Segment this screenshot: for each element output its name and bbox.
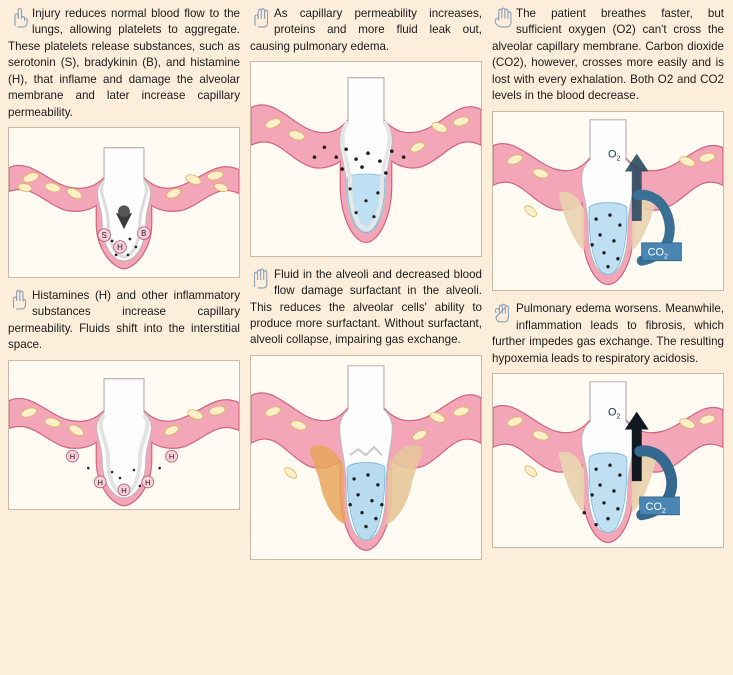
label-co2: $CO_2$ (647, 246, 668, 261)
label-h-1: H (69, 451, 76, 461)
label-s: S (101, 231, 107, 241)
step-1 (8, 6, 240, 288)
step-5 (492, 6, 724, 301)
label-b: B (141, 229, 147, 239)
hand-numeral-five-icon (492, 6, 514, 28)
step-3-text-block (250, 6, 482, 55)
step-6 (492, 301, 724, 558)
step-3-text: As capillary permeability increases, proteins and more fluid leak out, causing pulmonary edema. (250, 7, 482, 53)
step-3 (250, 6, 482, 267)
step-5-text: The patient breathes faster, but sufficient oxygen (O2) can't cross the alveolar capillary membrane. Carbon dioxide (CO2), however, crosses more easily and is lost with every exhalation. Both O2 and CO2 levels in the blood decrease. (492, 7, 724, 103)
label-o2: $O_2$ (608, 148, 621, 163)
label-h-3: H (97, 477, 103, 487)
step-4-text: Fluid in the alveoli and decreased blood flow damage surfactant in the alveoli. This reduces the alveolar cells' ability to produce more surfactant. Without surfactant, alveoli collapse, impairing gas exchange. (250, 267, 482, 347)
step-4-text-block (250, 267, 482, 349)
label-h-5: H (145, 477, 151, 487)
step-6-text: Pulmonary edema worsens. Meanwhile, inflammation leads to fibrosis, which further impedes gas exchange. The resulting hypoxemia leads to respiratory acidosis. (492, 302, 724, 365)
step-4 (250, 267, 482, 570)
alveolus-surfactant-damage-figure (250, 355, 482, 560)
step-2-text: Histamines (H) and other inflammatory substances increase capillary permeability. Fluids shift into the interstitial space. (8, 288, 240, 352)
step-2 (8, 288, 240, 521)
hand-numeral-two-icon (8, 288, 30, 310)
column-1 (8, 6, 240, 671)
label-co2-2: $CO_2$ (645, 500, 666, 515)
hand-numeral-one-icon (8, 6, 30, 28)
alveolus-capillary-permeability-figure (8, 360, 240, 511)
step-1-text: Injury reduces normal blood flow to the lungs, allowing platelets to aggregate. These platelets release substances, such as serotonin (S), bradykinin (B), and histamine (H), that inflame and damage the alveolar membrane and later increase capillary permeability. (8, 7, 240, 119)
alveolus-pulmonary-edema-figure (250, 61, 482, 256)
hand-numeral-four-icon (250, 267, 272, 289)
diagram-columns (8, 6, 725, 671)
step-2-text-block (8, 288, 240, 354)
step-1-text-block (8, 6, 240, 121)
column-3 (492, 6, 724, 671)
label-h-4: H (121, 485, 127, 495)
step-5-text-block (492, 6, 724, 105)
hand-numeral-three-icon (250, 6, 272, 28)
alveolus-platelet-aggregation-figure (8, 127, 240, 278)
label-o2-2: $O_2$ (608, 406, 621, 421)
label-h: H (117, 243, 123, 253)
alveolus-gas-exchange-impairment-figure (492, 111, 724, 291)
label-h-2: H (168, 451, 175, 461)
hand-numeral-six-icon (492, 301, 514, 323)
alveolus-fibrosis-hypoxemia-figure (492, 373, 724, 548)
column-2 (250, 6, 482, 671)
step-6-text-block (492, 301, 724, 367)
